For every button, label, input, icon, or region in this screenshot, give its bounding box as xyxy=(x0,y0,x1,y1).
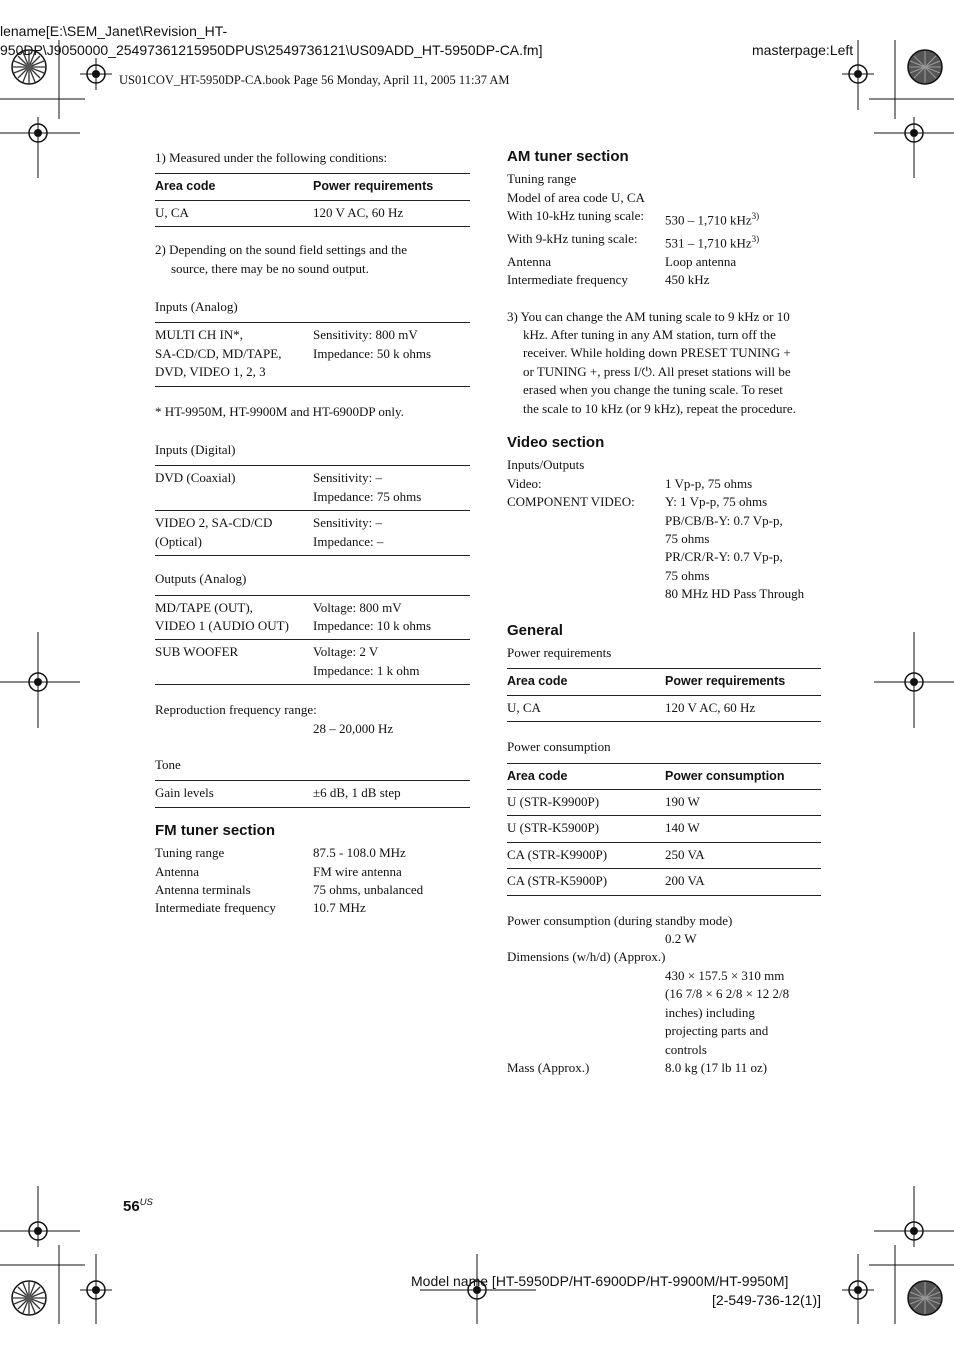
table-cell: CA (STR-K5900P) xyxy=(507,873,608,889)
table-cell: U, CA xyxy=(507,699,541,715)
video-extra-line: 75 ohms xyxy=(665,567,710,583)
footnote-star: * HT-9950M, HT-9900M and HT-6900DP only. xyxy=(155,403,404,419)
spec-row xyxy=(155,844,470,862)
table-cell: CA (STR-K9900P) xyxy=(507,846,608,862)
table-row xyxy=(155,640,470,685)
spec-row xyxy=(155,863,470,881)
am-model: Model of area code U, CA xyxy=(507,189,645,205)
table-cell xyxy=(313,643,470,680)
table-cell xyxy=(313,599,470,636)
spec-row xyxy=(507,230,821,253)
table-cell: 140 W xyxy=(665,820,700,836)
table-header-cell: Power consumption xyxy=(665,768,785,783)
standby-value: 0.2 W xyxy=(665,931,697,947)
fm-specs xyxy=(155,844,470,918)
spec-row xyxy=(507,253,821,271)
cell-line: MD/TAPE (OUT), xyxy=(155,599,253,615)
tone-label: Tone xyxy=(155,756,181,772)
table-header-cell: Area code xyxy=(155,179,216,194)
table-row xyxy=(507,790,821,816)
spec-value-text: 531 – 1,710 kHz xyxy=(665,235,752,251)
repro-label: Reproduction frequency range: xyxy=(155,702,317,718)
table-row xyxy=(155,466,470,511)
filename-line-1: lename[E:\SEM_Janet\Revision_HT- xyxy=(0,23,228,39)
fm-heading: FM tuner section xyxy=(155,821,276,839)
spec-key: Mass (Approx.) xyxy=(507,1059,590,1075)
spec-value: 1 Vp-p, 75 ohms xyxy=(665,475,753,491)
table-cell: 120 V AC, 60 Hz xyxy=(665,699,756,715)
footnote-ref: 3) xyxy=(751,233,760,244)
table-row xyxy=(507,816,821,842)
note-3-line: the scale to 10 kHz (or 9 kHz), repeat the procedure. xyxy=(523,400,796,416)
cell-line: SA-CD/CD, MD/TAPE, xyxy=(155,345,282,361)
page-number-suffix: US xyxy=(139,1197,153,1208)
spec-value: FM wire antenna xyxy=(313,863,402,879)
spec-value: 87.5 - 108.0 MHz xyxy=(313,845,406,861)
spec-row xyxy=(507,493,821,511)
note-1: 1) Measured under the following conditions: xyxy=(155,150,388,165)
power-req-table xyxy=(507,668,821,722)
table-row xyxy=(507,869,821,895)
spec-row xyxy=(155,881,470,899)
cell-line: Impedance: – xyxy=(313,533,384,549)
spec-value: 8.0 kg (17 lb 11 oz) xyxy=(665,1059,768,1075)
spec-key: Tuning range xyxy=(155,845,225,861)
spec-value xyxy=(665,230,821,253)
cell-line: Voltage: 800 mV xyxy=(313,599,402,615)
cell-line: Voltage: 2 V xyxy=(313,644,379,660)
table-cell xyxy=(313,326,470,381)
spec-key: Antenna xyxy=(155,863,200,879)
spec-row xyxy=(507,1059,821,1077)
table-header-row xyxy=(507,669,821,695)
video-extra-line: PB/CB/B-Y: 0.7 Vp-p, xyxy=(665,512,783,528)
table-row xyxy=(155,781,470,807)
table-cell xyxy=(313,514,470,551)
table-cell: 120 V AC, 60 Hz xyxy=(313,204,404,220)
cell-line: Impedance: 10 k ohms xyxy=(313,617,432,633)
cell-line: VIDEO 1 (AUDIO OUT) xyxy=(155,617,289,633)
outputs-analog-table xyxy=(155,595,470,686)
table-row xyxy=(155,201,470,227)
table-cell xyxy=(155,514,313,551)
table-cell xyxy=(313,469,470,506)
masterpage-label: masterpage:Left xyxy=(752,42,854,58)
cell-line: Sensitivity: 800 mV xyxy=(313,327,418,343)
table-header-cell: Power requirements xyxy=(313,179,434,194)
table-cell: 200 VA xyxy=(665,873,705,889)
spec-value: 75 ohms, unbalanced xyxy=(313,881,424,897)
inputs-digital-label: Inputs (Digital) xyxy=(155,442,236,458)
spec-value: Y: 1 Vp-p, 75 ohms xyxy=(665,494,768,510)
table-header-row xyxy=(507,764,821,790)
note-2-line: source, there may be no sound output. xyxy=(171,260,369,276)
table-header-row xyxy=(155,174,470,200)
table-row xyxy=(155,511,470,556)
spec-value: 450 kHz xyxy=(665,272,710,288)
left-column xyxy=(155,149,470,918)
cell-line: Sensitivity: – xyxy=(313,515,382,531)
standby-label: Power consumption (during standby mode) xyxy=(507,912,733,928)
video-extra-line: 80 MHz HD Pass Through xyxy=(665,586,805,602)
note-3-line: 3) You can change the AM tuning scale to 9 kHz or 10 xyxy=(507,308,790,324)
spec-key: Intermediate frequency xyxy=(507,272,628,288)
spec-row xyxy=(507,207,821,230)
page-number xyxy=(123,1197,153,1215)
table-row xyxy=(155,323,470,386)
spec-row xyxy=(507,271,821,289)
note-3-line: erased when you change the tuning scale. To reset xyxy=(523,382,783,398)
dimensions-line: inches) including xyxy=(665,1004,755,1020)
table-cell: U, CA xyxy=(155,204,189,220)
video-extra-line: PR/CR/R-Y: 0.7 Vp-p, xyxy=(665,549,783,565)
general-heading: General xyxy=(507,621,563,639)
power-req-label: Power requirements xyxy=(507,645,612,660)
spec-row xyxy=(155,899,470,917)
power-cons-table xyxy=(507,763,821,896)
video-io: Inputs/Outputs xyxy=(507,457,585,473)
dimensions-line: 430 × 157.5 × 310 mm xyxy=(665,967,785,983)
cell-line: DVD, VIDEO 1, 2, 3 xyxy=(155,364,266,380)
cell-line: (Optical) xyxy=(155,533,202,549)
spec-key: Intermediate frequency xyxy=(155,900,276,916)
table-header-cell: Area code xyxy=(507,674,568,689)
table-cell xyxy=(155,326,313,381)
cell-line: Impedance: 75 ohms xyxy=(313,488,422,504)
page-number-value: 56 xyxy=(123,1198,140,1215)
video-extra-line: 75 ohms xyxy=(665,530,710,546)
outputs-analog-label: Outputs (Analog) xyxy=(155,571,247,587)
table-row xyxy=(155,596,470,641)
spec-key: COMPONENT VIDEO: xyxy=(507,494,635,510)
spec-key: Antenna terminals xyxy=(155,881,251,897)
tone-table xyxy=(155,780,470,807)
cell-line: VIDEO 2, SA-CD/CD xyxy=(155,515,273,531)
table-row xyxy=(507,696,821,722)
spec-key: With 9-kHz tuning scale: xyxy=(507,230,638,246)
power-cons-label: Power consumption xyxy=(507,739,611,755)
table-cell: Gain levels xyxy=(155,785,214,801)
table-row xyxy=(507,843,821,869)
cell-line: Impedance: 50 k ohms xyxy=(313,345,432,361)
spec-value: 10.7 MHz xyxy=(313,900,366,916)
repro-value: 28 – 20,000 Hz xyxy=(313,720,394,736)
right-column xyxy=(507,148,821,1077)
footnote-ref: 3) xyxy=(751,211,760,222)
spec-value xyxy=(665,207,821,230)
filename-line-2: 950DP\J9050000_25497361215950DPUS\2549736121\US09ADD_HT-5950DP-CA.fm] xyxy=(0,42,543,58)
note-3-line: or TUNING +, press I/⏻. All preset stations will be xyxy=(523,363,791,379)
note-3 xyxy=(507,308,821,418)
inputs-digital-table xyxy=(155,465,470,556)
table-header-cell: Power requirements xyxy=(665,674,786,689)
am-tuning-range: Tuning range xyxy=(507,171,577,187)
dimensions-line: projecting parts and xyxy=(665,1023,769,1039)
table-cell: 190 W xyxy=(665,794,700,810)
note-2 xyxy=(155,241,470,278)
spec-key: Video: xyxy=(507,475,542,491)
table-cell: ±6 dB, 1 dB step xyxy=(313,785,401,801)
am-heading: AM tuner section xyxy=(507,148,629,165)
book-note: US01COV_HT-5950DP-CA.book Page 56 Monday, April 11, 2005 11:37 AM xyxy=(119,73,510,87)
table-cell xyxy=(155,643,313,680)
dimensions-line: (16 7/8 × 6 2/8 × 12 2/8 xyxy=(665,986,790,1002)
header-filename xyxy=(0,22,640,60)
cell-line: Sensitivity: – xyxy=(313,470,382,486)
table-cell: U (STR-K5900P) xyxy=(507,820,600,836)
spec-value-text: 530 – 1,710 kHz xyxy=(665,212,752,228)
inputs-analog-label: Inputs (Analog) xyxy=(155,299,238,315)
part-number: [2-549-736-12(1)] xyxy=(712,1292,821,1308)
note-2-line: 2) Depending on the sound field settings and the xyxy=(155,242,408,258)
note-3-line: receiver. While holding down PRESET TUNING + xyxy=(523,345,791,361)
cell-line: DVD (Coaxial) xyxy=(155,470,236,486)
cell-line: MULTI CH IN*, xyxy=(155,327,243,343)
table-cell: 250 VA xyxy=(665,846,705,862)
table-cell xyxy=(155,469,313,506)
spec-key: Antenna xyxy=(507,253,552,269)
spec-row xyxy=(507,475,821,493)
video-heading: Video section xyxy=(507,433,605,451)
model-name: Model name [HT-5950DP/HT-6900DP/HT-9900M/HT-9950M] xyxy=(411,1273,789,1289)
table-cell xyxy=(155,599,313,636)
cell-line: Impedance: 1 k ohm xyxy=(313,662,420,678)
table-header-cell: Area code xyxy=(507,768,568,783)
dimensions-line: controls xyxy=(665,1041,707,1057)
spec-key: With 10-kHz tuning scale: xyxy=(507,208,645,224)
power-table-left xyxy=(155,173,470,227)
inputs-analog-table xyxy=(155,322,470,386)
spec-value: Loop antenna xyxy=(665,253,737,269)
dimensions-label: Dimensions (w/h/d) (Approx.) xyxy=(507,949,666,965)
table-cell: U (STR-K9900P) xyxy=(507,794,600,810)
cell-line: SUB WOOFER xyxy=(155,644,239,660)
note-3-line: kHz. After tuning in any AM station, turn off the xyxy=(523,326,776,342)
